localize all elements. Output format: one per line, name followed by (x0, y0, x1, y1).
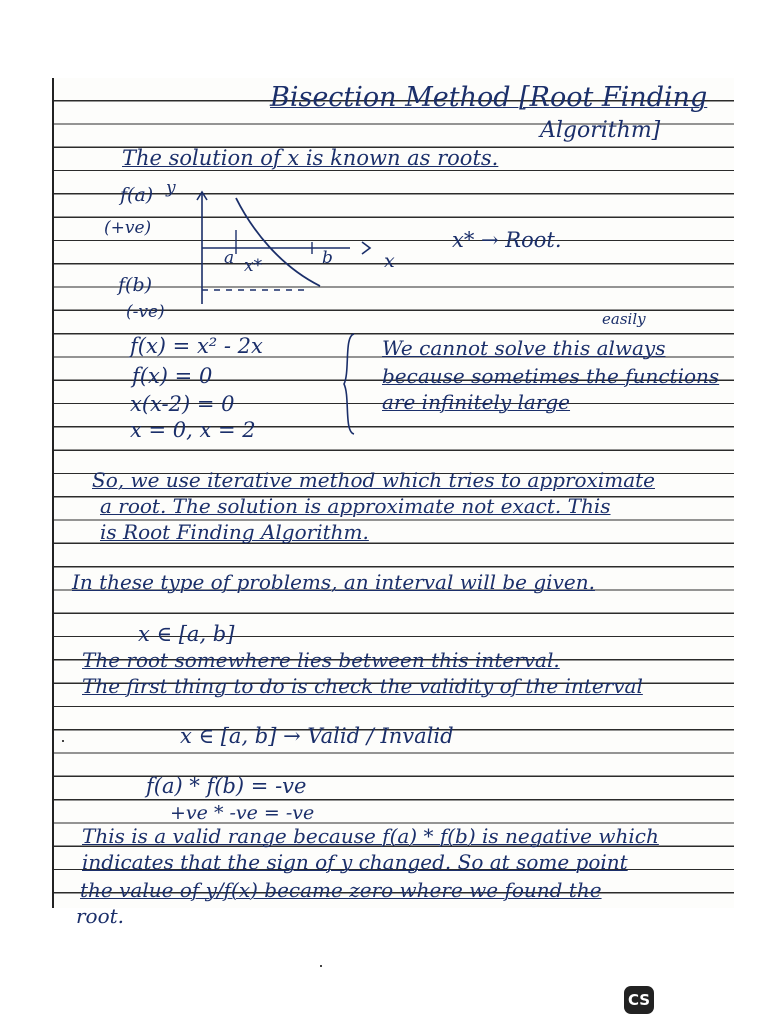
negative-label: (-ve) (126, 302, 165, 322)
intro-line: The solution of x is known as roots. (122, 146, 499, 170)
equation-4: x = 0, x = 2 (130, 418, 256, 442)
interval-line-1: In these type of problems, an interval will be given. (72, 570, 595, 594)
margin-mark (62, 740, 64, 742)
page-title: Bisection Method [Root Finding (270, 82, 708, 113)
interval-line-3: The root somewhere lies between this interval. (82, 648, 560, 672)
interval-line-2: x ∈ [a, b] (138, 622, 235, 646)
x-axis-arrow (362, 242, 370, 254)
equation-3: x(x-2) = 0 (130, 392, 235, 416)
a-point-label: a (224, 248, 235, 268)
para1-line-3: is Root Finding Algorithm. (100, 520, 369, 544)
condition-line-2: +ve * -ve = -ve (170, 802, 315, 824)
note-insert-word: easily (602, 310, 646, 328)
interval-line-5: x ∈ [a, b] → Valid / Invalid (180, 724, 454, 748)
equation-2: f(x) = 0 (132, 364, 213, 388)
y-axis-label: y (166, 178, 176, 198)
para2-line-3: the value of y/f(x) became zero where we found the (80, 878, 602, 902)
x-axis-label: x (384, 250, 395, 272)
para2-line-2: indicates that the sign of y changed. So at some point (82, 850, 628, 874)
b-point-label: b (322, 248, 333, 268)
interval-line-4: The first thing to do is check the validity of the interval (82, 674, 643, 698)
note-line-2: because sometimes the functions (382, 364, 720, 388)
condition-line-1: f(a) * f(b) = -ve (146, 774, 307, 798)
camscanner-logo: CS (624, 986, 654, 1014)
fa-label: f(a) (120, 184, 154, 206)
bisection-graph (190, 190, 390, 310)
equation-1: f(x) = x² - 2x (130, 334, 263, 358)
para1-line-2: a root. The solution is approximate not exact. This (100, 494, 611, 518)
page-title-continued: Algorithm] (540, 118, 661, 143)
curly-brace (340, 332, 360, 436)
para2-line-4: root. (76, 904, 125, 928)
para1-line-1: So, we use iterative method which tries to approximate (92, 468, 655, 492)
positive-label: (+ve) (104, 218, 152, 238)
stray-mark (320, 965, 322, 967)
root-point-label: x* (244, 256, 263, 276)
note-line-3: are infinitely large (382, 390, 571, 414)
fb-label: f(b) (118, 274, 153, 296)
para2-line-1: This is a valid range because f(a) * f(b) is negative which (82, 824, 659, 848)
root-note: x* → Root. (452, 228, 562, 252)
note-line-1: We cannot solve this always (382, 336, 666, 360)
